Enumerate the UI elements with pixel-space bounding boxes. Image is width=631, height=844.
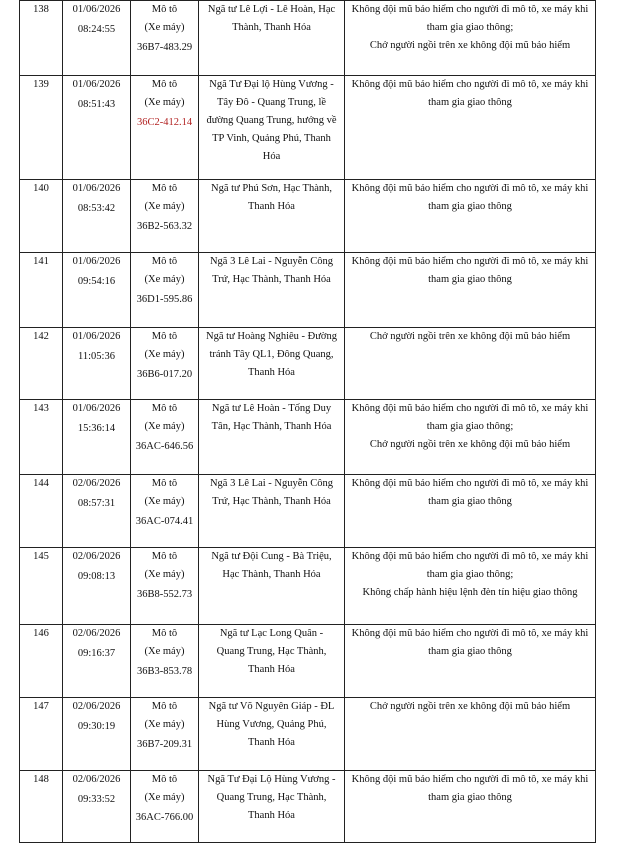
violation-text: Chở người ngồi trên xe không đội mũ bảo hiểm xyxy=(369,40,571,51)
row-number: 142 xyxy=(33,331,49,342)
location-text: Ngã tư Phú Sơn, Hạc Thành, xyxy=(211,183,332,194)
location-text: Ngã Tư Đại lộ Hùng Vương - xyxy=(209,79,334,90)
table-row xyxy=(20,698,596,771)
violation-text: Chở người ngồi trên xe không đội mũ bảo hiểm xyxy=(369,701,571,712)
violation-time: 08:57:31 xyxy=(77,498,116,509)
vehicle-subtype: (Xe máy) xyxy=(144,569,185,580)
vehicle-type: Mô tô xyxy=(151,4,178,15)
violation-time: 09:33:52 xyxy=(77,794,116,805)
location-text: TP Vinh, Quảng Phú, Thanh xyxy=(212,133,331,144)
license-plate: 36C2-412.14 xyxy=(136,117,193,128)
violation-text: Không đội mũ bảo hiểm cho người đi mô tô, xe máy khi tham gia giao thông; xyxy=(351,551,589,580)
location-text: Ngã tư Lê Lợi - Lê Hoàn, Hạc xyxy=(207,4,336,15)
violation-time: 09:30:19 xyxy=(77,721,116,732)
location-text: Thanh Hóa xyxy=(248,201,295,212)
table-row xyxy=(20,180,596,253)
violation-time: 09:54:16 xyxy=(77,276,116,287)
vehicle-type: Mô tô xyxy=(151,79,178,90)
row-number-cell xyxy=(20,771,63,843)
violation-cell xyxy=(345,180,596,253)
location-cell xyxy=(199,548,345,625)
location-text: Thanh Hóa xyxy=(248,810,295,821)
location-text: đường Quang Trung, hướng về xyxy=(206,115,337,126)
license-plate: 36B7-209.31 xyxy=(136,739,193,750)
violation-cell xyxy=(345,698,596,771)
violation-text: Không đội mũ bảo hiểm cho người đi mô tô, xe máy khi tham gia giao thông; xyxy=(351,4,589,33)
vehicle-cell xyxy=(131,698,199,771)
license-plate: 36B6-017.20 xyxy=(136,369,193,380)
datetime-cell xyxy=(63,400,131,475)
row-number-cell xyxy=(20,1,63,76)
vehicle-subtype: (Xe máy) xyxy=(144,97,185,108)
vehicle-type: Mô tô xyxy=(151,774,178,785)
vehicle-cell xyxy=(131,180,199,253)
vehicle-cell xyxy=(131,76,199,180)
location-cell xyxy=(199,475,345,548)
violation-text: Chở người ngồi trên xe không đội mũ bảo hiểm xyxy=(369,439,571,450)
location-text: Thanh Hóa xyxy=(248,664,295,675)
violations-table xyxy=(19,0,596,843)
row-number-cell xyxy=(20,625,63,698)
license-plate: 36AC-766.00 xyxy=(135,812,194,823)
violation-text: Không đội mũ bảo hiểm cho người đi mô tô, xe máy khi tham gia giao thông xyxy=(351,774,589,803)
location-text: Thành, Thanh Hóa xyxy=(232,22,311,33)
vehicle-subtype: (Xe máy) xyxy=(144,646,185,657)
location-text: Thanh Hóa xyxy=(248,737,295,748)
row-number: 141 xyxy=(33,256,49,267)
datetime-cell xyxy=(63,625,131,698)
violation-date: 01/06/2026 xyxy=(72,4,121,15)
vehicle-cell xyxy=(131,328,199,400)
datetime-cell xyxy=(63,1,131,76)
violation-date: 01/06/2026 xyxy=(72,183,121,194)
row-number: 147 xyxy=(33,701,49,712)
location-text: Tây Đô - Quang Trung, lề xyxy=(216,97,327,108)
violation-text: Không đội mũ bảo hiểm cho người đi mô tô, xe máy khi tham gia giao thông; xyxy=(351,403,589,432)
violation-time: 09:16:37 xyxy=(77,648,116,659)
row-number-cell xyxy=(20,76,63,180)
location-cell xyxy=(199,1,345,76)
violation-text: Không đội mũ bảo hiểm cho người đi mô tô, xe máy khi tham gia giao thông xyxy=(351,628,589,657)
violation-cell xyxy=(345,625,596,698)
violation-text: Không đội mũ bảo hiểm cho người đi mô tô, xe máy khi tham gia giao thông xyxy=(351,79,589,108)
location-cell xyxy=(199,253,345,328)
license-plate: 36B7-483.29 xyxy=(136,42,193,53)
table-row xyxy=(20,76,596,180)
vehicle-cell xyxy=(131,400,199,475)
violation-date: 02/06/2026 xyxy=(72,551,121,562)
row-number: 143 xyxy=(33,403,49,414)
vehicle-cell xyxy=(131,625,199,698)
vehicle-cell xyxy=(131,771,199,843)
violation-time: 08:24:55 xyxy=(77,24,116,35)
violation-text: Không đội mũ bảo hiểm cho người đi mô tô, xe máy khi tham gia giao thông xyxy=(351,183,589,212)
location-cell xyxy=(199,771,345,843)
vehicle-type: Mô tô xyxy=(151,183,178,194)
row-number-cell xyxy=(20,548,63,625)
datetime-cell xyxy=(63,328,131,400)
datetime-cell xyxy=(63,475,131,548)
violation-time: 15:36:14 xyxy=(77,423,116,434)
vehicle-subtype: (Xe máy) xyxy=(144,496,185,507)
violation-time: 09:08:13 xyxy=(77,571,116,582)
location-cell xyxy=(199,698,345,771)
license-plate: 36B2-563.32 xyxy=(136,221,193,232)
vehicle-type: Mô tô xyxy=(151,628,178,639)
vehicle-subtype: (Xe máy) xyxy=(144,201,185,212)
datetime-cell xyxy=(63,771,131,843)
location-text: Quang Trung, Hạc Thành, xyxy=(216,646,327,657)
violation-text: Chở người ngồi trên xe không đội mũ bảo hiểm xyxy=(369,331,571,342)
location-cell xyxy=(199,180,345,253)
violations-table-body xyxy=(20,1,596,843)
violation-text: Không chấp hành hiệu lệnh đèn tín hiệu giao thông xyxy=(362,587,578,598)
location-text: Ngã tư Hoàng Nghiêu - Đường xyxy=(206,331,337,342)
location-cell xyxy=(199,625,345,698)
vehicle-type: Mô tô xyxy=(151,478,178,489)
license-plate: 36B3-853.78 xyxy=(136,666,193,677)
vehicle-type: Mô tô xyxy=(151,331,178,342)
violation-date: 01/06/2026 xyxy=(72,403,121,414)
location-text: Tân, Hạc Thành, Thanh Hóa xyxy=(211,421,332,432)
location-text: Thanh Hóa xyxy=(248,367,295,378)
table-row xyxy=(20,625,596,698)
table-row xyxy=(20,771,596,843)
datetime-cell xyxy=(63,253,131,328)
vehicle-subtype: (Xe máy) xyxy=(144,22,185,33)
table-row xyxy=(20,1,596,76)
row-number: 146 xyxy=(33,628,49,639)
location-text: Ngã 3 Lê Lai - Nguyễn Công xyxy=(209,256,334,267)
location-text: Quang Trung, Hạc Thành, xyxy=(216,792,327,803)
vehicle-type: Mô tô xyxy=(151,551,178,562)
location-cell xyxy=(199,328,345,400)
table-row xyxy=(20,253,596,328)
license-plate: 36B8-552.73 xyxy=(136,589,193,600)
location-cell xyxy=(199,400,345,475)
row-number: 139 xyxy=(33,79,49,90)
table-row xyxy=(20,475,596,548)
location-text: Hùng Vương, Quảng Phú, xyxy=(216,719,327,730)
vehicle-cell xyxy=(131,548,199,625)
vehicle-subtype: (Xe máy) xyxy=(144,349,185,360)
location-text: Ngã 3 Lê Lai - Nguyễn Công xyxy=(209,478,334,489)
violation-date: 02/06/2026 xyxy=(72,774,121,785)
violation-cell xyxy=(345,328,596,400)
license-plate: 36AC-074.41 xyxy=(135,516,194,527)
location-text: Ngã tư Đội Cung - Bà Triệu, xyxy=(211,551,332,562)
violation-text: Không đội mũ bảo hiểm cho người đi mô tô, xe máy khi tham gia giao thông xyxy=(351,478,589,507)
row-number: 140 xyxy=(33,183,49,194)
violation-date: 01/06/2026 xyxy=(72,331,121,342)
location-text: Hóa xyxy=(262,151,281,162)
datetime-cell xyxy=(63,76,131,180)
violation-time: 11:05:36 xyxy=(78,351,115,362)
vehicle-type: Mô tô xyxy=(151,701,178,712)
location-text: Ngã Tư Đại Lộ Hùng Vương - xyxy=(207,774,336,785)
vehicle-cell xyxy=(131,253,199,328)
row-number-cell xyxy=(20,328,63,400)
location-text: Trứ, Hạc Thành, Thanh Hóa xyxy=(212,496,331,507)
location-cell xyxy=(199,76,345,180)
violation-cell xyxy=(345,253,596,328)
row-number-cell xyxy=(20,253,63,328)
table-row xyxy=(20,400,596,475)
violation-text: Không đội mũ bảo hiểm cho người đi mô tô, xe máy khi tham gia giao thông xyxy=(351,256,589,285)
datetime-cell xyxy=(63,548,131,625)
vehicle-subtype: (Xe máy) xyxy=(144,274,185,285)
location-text: Hạc Thành, Thanh Hóa xyxy=(222,569,321,580)
vehicle-subtype: (Xe máy) xyxy=(144,792,185,803)
violation-date: 01/06/2026 xyxy=(72,79,121,90)
row-number-cell xyxy=(20,400,63,475)
vehicle-subtype: (Xe máy) xyxy=(144,421,185,432)
location-text: Ngã tư Lạc Long Quân - xyxy=(219,628,324,639)
row-number-cell xyxy=(20,698,63,771)
row-number: 144 xyxy=(33,478,49,489)
row-number-cell xyxy=(20,180,63,253)
violation-time: 08:53:42 xyxy=(77,203,116,214)
vehicle-type: Mô tô xyxy=(151,256,178,267)
violation-cell xyxy=(345,475,596,548)
violation-date: 02/06/2026 xyxy=(72,628,121,639)
vehicle-type: Mô tô xyxy=(151,403,178,414)
datetime-cell xyxy=(63,698,131,771)
violation-cell xyxy=(345,76,596,180)
violation-cell xyxy=(345,1,596,76)
row-number-cell xyxy=(20,475,63,548)
row-number: 145 xyxy=(33,551,49,562)
violation-date: 02/06/2026 xyxy=(72,478,121,489)
location-text: Ngã tư Võ Nguyên Giáp - ĐL xyxy=(208,701,335,712)
row-number: 148 xyxy=(33,774,49,785)
location-text: tránh Tây QL1, Đông Quang, xyxy=(209,349,334,360)
license-plate: 36AC-646.56 xyxy=(135,441,194,452)
violation-cell xyxy=(345,771,596,843)
table-row xyxy=(20,548,596,625)
location-text: Ngã tư Lê Hoàn - Tống Duy xyxy=(211,403,332,414)
violation-time: 08:51:43 xyxy=(77,99,116,110)
table-row xyxy=(20,328,596,400)
row-number: 138 xyxy=(33,4,49,15)
vehicle-subtype: (Xe máy) xyxy=(144,719,185,730)
location-text: Trứ, Hạc Thành, Thanh Hóa xyxy=(212,274,331,285)
violation-cell xyxy=(345,548,596,625)
license-plate: 36D1-595.86 xyxy=(136,294,193,305)
violation-date: 01/06/2026 xyxy=(72,256,121,267)
vehicle-cell xyxy=(131,1,199,76)
datetime-cell xyxy=(63,180,131,253)
violation-cell xyxy=(345,400,596,475)
vehicle-cell xyxy=(131,475,199,548)
violation-date: 02/06/2026 xyxy=(72,701,121,712)
